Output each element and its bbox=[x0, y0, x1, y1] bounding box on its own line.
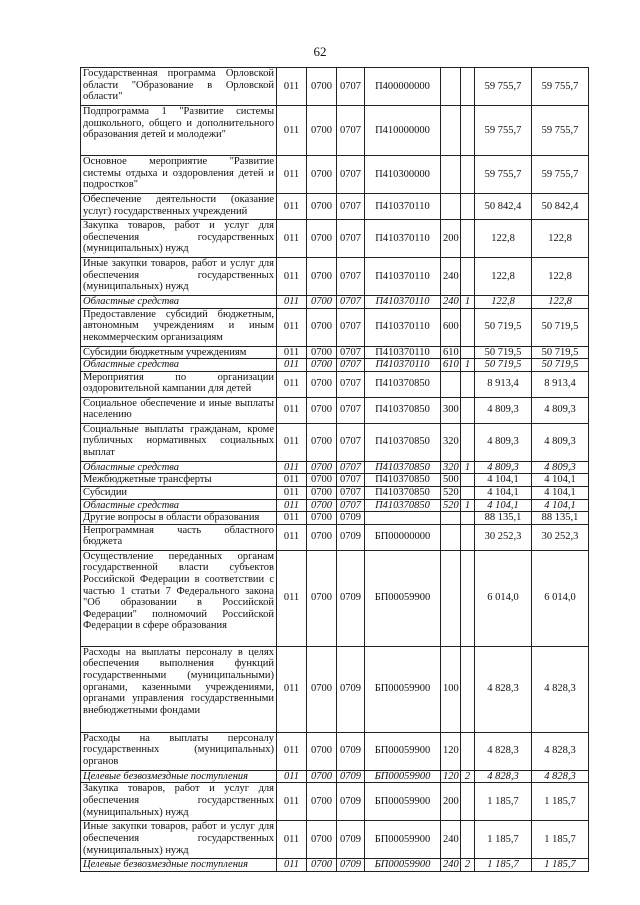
row-source bbox=[461, 474, 475, 487]
row-subsection-code: 0707 bbox=[337, 397, 365, 423]
row-source: 1 bbox=[461, 461, 475, 474]
row-subsection-code: 0707 bbox=[337, 461, 365, 474]
row-amount-1: 4 828,3 bbox=[475, 770, 532, 783]
row-amount-2: 30 252,3 bbox=[532, 524, 589, 550]
row-expense-type: 240 bbox=[441, 296, 461, 309]
row-source bbox=[461, 397, 475, 423]
row-amount-1: 50 719,5 bbox=[475, 308, 532, 346]
row-amount-2: 1 185,7 bbox=[532, 783, 589, 821]
row-amount-2: 4 104,1 bbox=[532, 486, 589, 499]
row-target-article: П410000000 bbox=[365, 106, 441, 156]
row-name: Обеспечение деятельности (оказание услуг) государственных учреждений bbox=[81, 194, 277, 220]
row-amount-1: 122,8 bbox=[475, 220, 532, 258]
table-row bbox=[81, 397, 589, 423]
row-section-code: 0700 bbox=[307, 258, 337, 296]
row-gr-code: 011 bbox=[277, 68, 307, 106]
row-amount-2: 50 719,5 bbox=[532, 346, 589, 359]
row-name: Подпрограмма 1 "Развитие системы дошкольного, общего и дополнительного образования детей и молодежи" bbox=[81, 106, 277, 156]
row-gr-code: 011 bbox=[277, 423, 307, 461]
row-gr-code: 011 bbox=[277, 156, 307, 194]
row-amount-1: 50 842,4 bbox=[475, 194, 532, 220]
row-section-code: 0700 bbox=[307, 646, 337, 732]
row-gr-code: 011 bbox=[277, 821, 307, 859]
row-amount-2: 122,8 bbox=[532, 296, 589, 309]
row-expense-type bbox=[441, 550, 461, 646]
row-section-code: 0700 bbox=[307, 397, 337, 423]
row-gr-code: 011 bbox=[277, 258, 307, 296]
row-name: Субсидии bbox=[81, 486, 277, 499]
row-gr-code: 011 bbox=[277, 359, 307, 372]
row-expense-type: 200 bbox=[441, 783, 461, 821]
row-expense-type: 120 bbox=[441, 770, 461, 783]
row-gr-code: 011 bbox=[277, 770, 307, 783]
table-row bbox=[81, 550, 589, 646]
row-expense-type: 320 bbox=[441, 461, 461, 474]
row-source bbox=[461, 371, 475, 397]
row-subsection-code: 0707 bbox=[337, 346, 365, 359]
row-section-code: 0700 bbox=[307, 461, 337, 474]
row-amount-1: 59 755,7 bbox=[475, 156, 532, 194]
row-expense-type: 200 bbox=[441, 220, 461, 258]
row-amount-2: 4 104,1 bbox=[532, 499, 589, 512]
row-section-code: 0700 bbox=[307, 732, 337, 770]
row-section-code: 0700 bbox=[307, 486, 337, 499]
row-amount-2: 4 828,3 bbox=[532, 770, 589, 783]
row-source bbox=[461, 106, 475, 156]
page-number: 62 bbox=[313, 44, 327, 59]
row-expense-type: 610 bbox=[441, 359, 461, 372]
row-source bbox=[461, 524, 475, 550]
row-target-article: П410370850 bbox=[365, 474, 441, 487]
row-amount-2: 50 719,5 bbox=[532, 308, 589, 346]
row-gr-code: 011 bbox=[277, 783, 307, 821]
row-target-article: П410370850 bbox=[365, 371, 441, 397]
row-target-article: БП00059900 bbox=[365, 732, 441, 770]
row-target-article: П410370850 bbox=[365, 461, 441, 474]
row-source: 1 bbox=[461, 359, 475, 372]
row-amount-1: 4 104,1 bbox=[475, 474, 532, 487]
row-section-code: 0700 bbox=[307, 308, 337, 346]
row-amount-1: 122,8 bbox=[475, 258, 532, 296]
table-row bbox=[81, 359, 589, 372]
row-expense-type: 240 bbox=[441, 821, 461, 859]
row-subsection-code: 0709 bbox=[337, 821, 365, 859]
table-row bbox=[81, 194, 589, 220]
row-target-article: БП00059900 bbox=[365, 646, 441, 732]
row-target-article bbox=[365, 512, 441, 525]
budget-table bbox=[80, 67, 589, 872]
row-amount-1: 50 719,5 bbox=[475, 346, 532, 359]
row-source bbox=[461, 646, 475, 732]
row-gr-code: 011 bbox=[277, 474, 307, 487]
row-subsection-code: 0709 bbox=[337, 770, 365, 783]
row-expense-type: 240 bbox=[441, 258, 461, 296]
row-amount-2: 59 755,7 bbox=[532, 68, 589, 106]
table-row bbox=[81, 371, 589, 397]
row-gr-code: 011 bbox=[277, 194, 307, 220]
row-expense-type bbox=[441, 371, 461, 397]
table-row bbox=[81, 220, 589, 258]
row-target-article: БП00059900 bbox=[365, 770, 441, 783]
budget-table-body bbox=[81, 68, 589, 872]
row-section-code: 0700 bbox=[307, 512, 337, 525]
row-name: Мероприятия по организации оздоровительной кампании для детей bbox=[81, 371, 277, 397]
row-name: Закупка товаров, работ и услуг для обеспечения государственных (муниципальных) нужд bbox=[81, 220, 277, 258]
row-expense-type bbox=[441, 512, 461, 525]
row-amount-2: 59 755,7 bbox=[532, 156, 589, 194]
table-row bbox=[81, 308, 589, 346]
table-row bbox=[81, 474, 589, 487]
row-subsection-code: 0707 bbox=[337, 106, 365, 156]
row-expense-type: 300 bbox=[441, 397, 461, 423]
row-amount-2: 122,8 bbox=[532, 220, 589, 258]
row-amount-2: 8 913,4 bbox=[532, 371, 589, 397]
row-expense-type bbox=[441, 194, 461, 220]
row-target-article: П410370850 bbox=[365, 423, 441, 461]
row-gr-code: 011 bbox=[277, 106, 307, 156]
row-amount-2: 6 014,0 bbox=[532, 550, 589, 646]
row-source: 2 bbox=[461, 859, 475, 872]
row-amount-1: 4 809,3 bbox=[475, 397, 532, 423]
row-source bbox=[461, 220, 475, 258]
row-section-code: 0700 bbox=[307, 371, 337, 397]
row-target-article: П410370850 bbox=[365, 486, 441, 499]
row-expense-type: 600 bbox=[441, 308, 461, 346]
table-row bbox=[81, 68, 589, 106]
table-row bbox=[81, 770, 589, 783]
row-source bbox=[461, 486, 475, 499]
row-name: Государственная программа Орловской области "Образование в Орловской области" bbox=[81, 68, 277, 106]
row-subsection-code: 0707 bbox=[337, 68, 365, 106]
row-amount-2: 4 104,1 bbox=[532, 474, 589, 487]
row-subsection-code: 0709 bbox=[337, 512, 365, 525]
table-row bbox=[81, 512, 589, 525]
row-target-article: П410370110 bbox=[365, 346, 441, 359]
row-amount-2: 122,8 bbox=[532, 258, 589, 296]
row-subsection-code: 0707 bbox=[337, 423, 365, 461]
row-target-article: П410370850 bbox=[365, 499, 441, 512]
row-source bbox=[461, 821, 475, 859]
row-amount-1: 4 828,3 bbox=[475, 732, 532, 770]
row-name: Областные средства bbox=[81, 359, 277, 372]
row-target-article: БП00059900 bbox=[365, 783, 441, 821]
row-subsection-code: 0709 bbox=[337, 783, 365, 821]
row-subsection-code: 0709 bbox=[337, 859, 365, 872]
row-name: Целевые безвозмездные поступления bbox=[81, 770, 277, 783]
row-target-article: П410370110 bbox=[365, 258, 441, 296]
row-subsection-code: 0709 bbox=[337, 646, 365, 732]
row-subsection-code: 0709 bbox=[337, 550, 365, 646]
row-subsection-code: 0707 bbox=[337, 194, 365, 220]
row-amount-2: 4 809,3 bbox=[532, 423, 589, 461]
row-target-article: П410370110 bbox=[365, 194, 441, 220]
row-gr-code: 011 bbox=[277, 371, 307, 397]
row-section-code: 0700 bbox=[307, 346, 337, 359]
row-gr-code: 011 bbox=[277, 646, 307, 732]
row-amount-1: 4 809,3 bbox=[475, 423, 532, 461]
table-row bbox=[81, 499, 589, 512]
row-name: Межбюджетные трансферты bbox=[81, 474, 277, 487]
row-subsection-code: 0707 bbox=[337, 220, 365, 258]
row-target-article: П410370110 bbox=[365, 296, 441, 309]
table-row bbox=[81, 732, 589, 770]
row-amount-1: 59 755,7 bbox=[475, 68, 532, 106]
row-amount-2: 1 185,7 bbox=[532, 821, 589, 859]
row-source bbox=[461, 346, 475, 359]
row-gr-code: 011 bbox=[277, 397, 307, 423]
row-name: Областные средства bbox=[81, 499, 277, 512]
row-subsection-code: 0707 bbox=[337, 371, 365, 397]
table-row bbox=[81, 106, 589, 156]
row-target-article: П410370110 bbox=[365, 308, 441, 346]
row-amount-2: 4 809,3 bbox=[532, 461, 589, 474]
row-amount-2: 4 809,3 bbox=[532, 397, 589, 423]
row-gr-code: 011 bbox=[277, 524, 307, 550]
row-source bbox=[461, 68, 475, 106]
row-source bbox=[461, 423, 475, 461]
row-expense-type: 520 bbox=[441, 486, 461, 499]
row-subsection-code: 0707 bbox=[337, 486, 365, 499]
row-source bbox=[461, 156, 475, 194]
row-section-code: 0700 bbox=[307, 220, 337, 258]
row-gr-code: 011 bbox=[277, 308, 307, 346]
row-gr-code: 011 bbox=[277, 296, 307, 309]
row-gr-code: 011 bbox=[277, 550, 307, 646]
row-section-code: 0700 bbox=[307, 859, 337, 872]
row-name: Основное мероприятие "Развитие системы отдыха и оздоровления детей и подростков" bbox=[81, 156, 277, 194]
table-row bbox=[81, 258, 589, 296]
table-row bbox=[81, 859, 589, 872]
row-section-code: 0700 bbox=[307, 68, 337, 106]
row-amount-1: 6 014,0 bbox=[475, 550, 532, 646]
table-row bbox=[81, 524, 589, 550]
row-name: Субсидии бюджетным учреждениям bbox=[81, 346, 277, 359]
row-name: Предоставление субсидий бюджетным, автономным учреждениям и иным некоммерческим организациям bbox=[81, 308, 277, 346]
row-amount-1: 4 104,1 bbox=[475, 499, 532, 512]
row-amount-2: 59 755,7 bbox=[532, 106, 589, 156]
row-section-code: 0700 bbox=[307, 359, 337, 372]
row-name: Целевые безвозмездные поступления bbox=[81, 859, 277, 872]
row-expense-type: 500 bbox=[441, 474, 461, 487]
row-amount-2: 50 719,5 bbox=[532, 359, 589, 372]
row-section-code: 0700 bbox=[307, 106, 337, 156]
row-target-article: БП00059900 bbox=[365, 859, 441, 872]
row-expense-type bbox=[441, 106, 461, 156]
row-section-code: 0700 bbox=[307, 524, 337, 550]
row-source bbox=[461, 194, 475, 220]
row-name: Областные средства bbox=[81, 461, 277, 474]
row-section-code: 0700 bbox=[307, 783, 337, 821]
row-amount-1: 4 828,3 bbox=[475, 646, 532, 732]
row-subsection-code: 0707 bbox=[337, 308, 365, 346]
table-row bbox=[81, 296, 589, 309]
row-target-article: П400000000 bbox=[365, 68, 441, 106]
row-section-code: 0700 bbox=[307, 194, 337, 220]
table-row bbox=[81, 646, 589, 732]
row-expense-type bbox=[441, 156, 461, 194]
row-expense-type bbox=[441, 524, 461, 550]
row-expense-type: 100 bbox=[441, 646, 461, 732]
row-expense-type: 520 bbox=[441, 499, 461, 512]
row-subsection-code: 0707 bbox=[337, 499, 365, 512]
row-amount-1: 8 913,4 bbox=[475, 371, 532, 397]
row-target-article: П410370110 bbox=[365, 220, 441, 258]
row-amount-2: 88 135,1 bbox=[532, 512, 589, 525]
row-name: Расходы на выплаты персоналу в целях обеспечения выполнения функций государственными (муниципальными) органами, казенными учреждениями, органами управления государственными внебюджетными фондами bbox=[81, 646, 277, 732]
row-name: Другие вопросы в области образования bbox=[81, 512, 277, 525]
row-amount-1: 59 755,7 bbox=[475, 106, 532, 156]
row-expense-type: 610 bbox=[441, 346, 461, 359]
row-amount-1: 88 135,1 bbox=[475, 512, 532, 525]
row-source: 2 bbox=[461, 770, 475, 783]
row-section-code: 0700 bbox=[307, 423, 337, 461]
row-subsection-code: 0707 bbox=[337, 474, 365, 487]
row-amount-1: 4 809,3 bbox=[475, 461, 532, 474]
row-section-code: 0700 bbox=[307, 156, 337, 194]
row-name: Непрограммная часть областного бюджета bbox=[81, 524, 277, 550]
row-name: Областные средства bbox=[81, 296, 277, 309]
row-amount-2: 50 842,4 bbox=[532, 194, 589, 220]
row-gr-code: 011 bbox=[277, 220, 307, 258]
row-gr-code: 011 bbox=[277, 732, 307, 770]
row-subsection-code: 0707 bbox=[337, 258, 365, 296]
row-name: Иные закупки товаров, работ и услуг для обеспечения государственных (муниципальных) нужд bbox=[81, 258, 277, 296]
table-row bbox=[81, 423, 589, 461]
row-gr-code: 011 bbox=[277, 346, 307, 359]
table-row bbox=[81, 783, 589, 821]
row-amount-2: 4 828,3 bbox=[532, 732, 589, 770]
row-amount-2: 1 185,7 bbox=[532, 859, 589, 872]
row-name: Социальное обеспечение и иные выплаты населению bbox=[81, 397, 277, 423]
table-row bbox=[81, 486, 589, 499]
row-source: 1 bbox=[461, 296, 475, 309]
row-gr-code: 011 bbox=[277, 512, 307, 525]
row-name: Закупка товаров, работ и услуг для обеспечения государственных (муниципальных) нужд bbox=[81, 783, 277, 821]
row-source: 1 bbox=[461, 499, 475, 512]
row-amount-1: 4 104,1 bbox=[475, 486, 532, 499]
row-subsection-code: 0709 bbox=[337, 732, 365, 770]
row-source bbox=[461, 258, 475, 296]
row-target-article: П410370110 bbox=[365, 359, 441, 372]
row-section-code: 0700 bbox=[307, 550, 337, 646]
row-target-article: БП00059900 bbox=[365, 550, 441, 646]
row-amount-1: 122,8 bbox=[475, 296, 532, 309]
row-source bbox=[461, 732, 475, 770]
row-name: Осуществление переданных органам государственной власти субъектов Российской Федерации в соответствии с частью 1 статьи 7 Федерального закона "Об образовании в Российской Федерации" полномочий Российской Федерации в сфере образования bbox=[81, 550, 277, 646]
row-gr-code: 011 bbox=[277, 486, 307, 499]
row-expense-type: 320 bbox=[441, 423, 461, 461]
row-amount-1: 1 185,7 bbox=[475, 783, 532, 821]
row-section-code: 0700 bbox=[307, 296, 337, 309]
row-expense-type bbox=[441, 68, 461, 106]
row-amount-1: 50 719,5 bbox=[475, 359, 532, 372]
row-amount-1: 1 185,7 bbox=[475, 859, 532, 872]
row-source bbox=[461, 783, 475, 821]
table-row bbox=[81, 461, 589, 474]
row-subsection-code: 0709 bbox=[337, 524, 365, 550]
row-source bbox=[461, 308, 475, 346]
row-amount-1: 30 252,3 bbox=[475, 524, 532, 550]
row-gr-code: 011 bbox=[277, 461, 307, 474]
row-name: Расходы на выплаты персоналу государственных (муниципальных) органов bbox=[81, 732, 277, 770]
row-amount-1: 1 185,7 bbox=[475, 821, 532, 859]
row-section-code: 0700 bbox=[307, 821, 337, 859]
row-source bbox=[461, 550, 475, 646]
table-row bbox=[81, 156, 589, 194]
row-amount-2: 4 828,3 bbox=[532, 646, 589, 732]
row-section-code: 0700 bbox=[307, 499, 337, 512]
row-gr-code: 011 bbox=[277, 859, 307, 872]
row-subsection-code: 0707 bbox=[337, 296, 365, 309]
row-target-article: П410300000 bbox=[365, 156, 441, 194]
row-subsection-code: 0707 bbox=[337, 359, 365, 372]
row-expense-type: 240 bbox=[441, 859, 461, 872]
table-row bbox=[81, 346, 589, 359]
row-target-article: БП00000000 bbox=[365, 524, 441, 550]
row-section-code: 0700 bbox=[307, 770, 337, 783]
row-expense-type: 120 bbox=[441, 732, 461, 770]
row-section-code: 0700 bbox=[307, 474, 337, 487]
row-name: Социальные выплаты гражданам, кроме публичных нормативных социальных выплат bbox=[81, 423, 277, 461]
row-target-article: БП00059900 bbox=[365, 821, 441, 859]
row-gr-code: 011 bbox=[277, 499, 307, 512]
row-name: Иные закупки товаров, работ и услуг для обеспечения государственных (муниципальных) нужд bbox=[81, 821, 277, 859]
row-subsection-code: 0707 bbox=[337, 156, 365, 194]
row-source bbox=[461, 512, 475, 525]
row-target-article: П410370850 bbox=[365, 397, 441, 423]
table-row bbox=[81, 821, 589, 859]
